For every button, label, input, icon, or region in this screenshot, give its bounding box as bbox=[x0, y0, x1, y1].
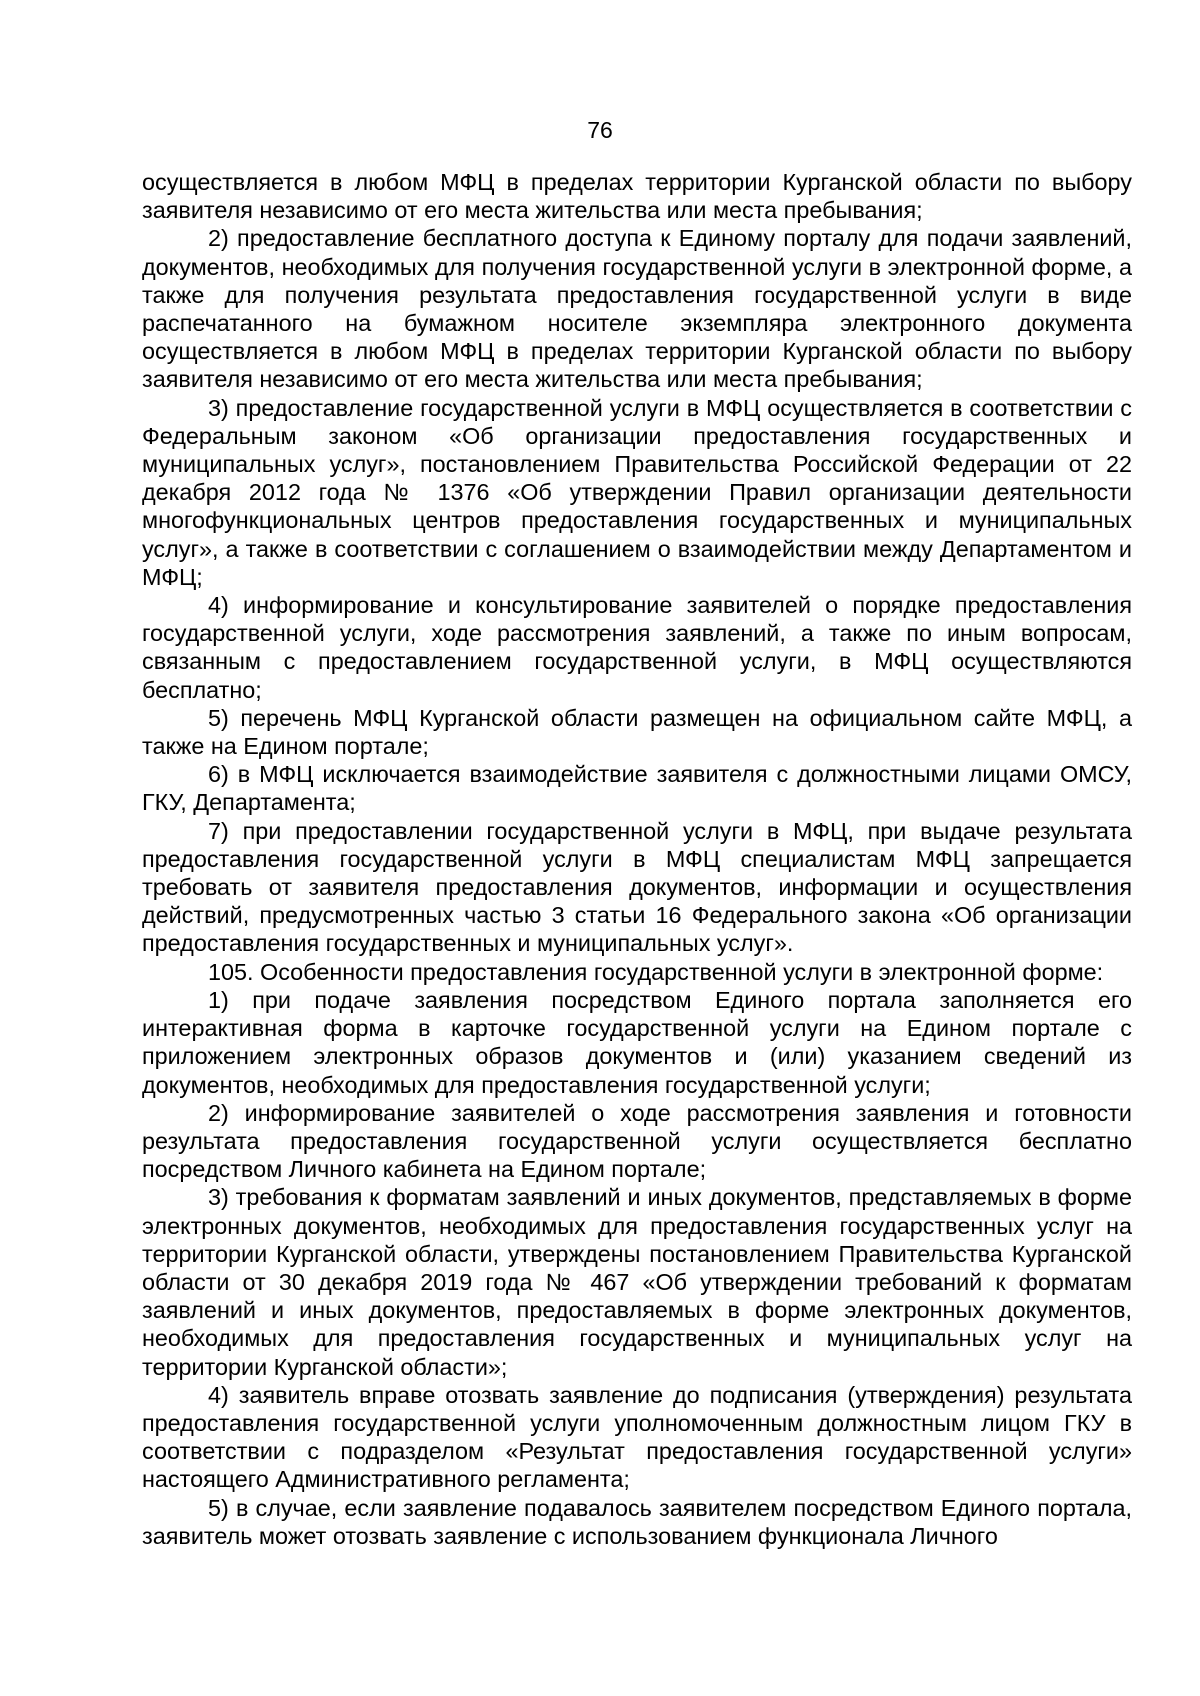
paragraph-105-item-5: 5) в случае, если заявление подавалось заявителем посредством Единого портала, заявитель может отозвать заявление с использованием функционала Личного bbox=[142, 1494, 1132, 1549]
paragraph-item-4: 4) информирование и консультирование заявителей о порядке предоставления государственной услуги, ходе рассмотрения заявлений, а также по иным вопросам, связанным с предоставлением государственной услуги, в МФЦ осуществляются бесплатно; bbox=[142, 592, 1132, 703]
section-105-heading: 105. Особенности предоставления государственной услуги в электронной форме: bbox=[208, 958, 1104, 985]
paragraph-105-item-3: 3) требования к форматам заявлений и иных документов, представляемых в форме электронных документов, необходимых для предоставления государственных услуг на территории Курганской области, утверждены постановлением Правительства Курганской области от 30 декабря 2019 года № 467 «Об утверждении требований к форматам заявлений и иных документов, предоставляемых в форме электронных документов, необходимых для предоставления государственных и муниципальных услуг на территории Курганской области»; bbox=[142, 1184, 1132, 1380]
document-body bbox=[142, 168, 1132, 1550]
paragraph-105-item-1: 1) при подаче заявления посредством Единого портала заполняется его интерактивная форма в карточке государственной услуги на Едином портале с приложением электронных образов документов и (или) указанием сведений из документов, необходимых для предоставления государственной услуги; bbox=[142, 986, 1132, 1098]
paragraph-item-3: 3) предоставление государственной услуги в МФЦ осуществляется в соответствии с Федеральным законом «Об организации предоставления государственных и муниципальных услуг», постановлением Правительства Российской Федерации от 22 декабря 2012 года № 1376 «Об утверждении Правил организации деятельности многофункциональных центров предоставления государственных и муниципальных услуг», а также в соответствии с соглашением о взаимодействии между Департаментом и МФЦ; bbox=[142, 394, 1132, 590]
paragraph-105-item-4: 4) заявитель вправе отозвать заявление до подписания (утверждения) результата предоставления государственной услуги уполномоченным должностным лицом ГКУ в соответствии с подразделом «Результат предоставления государственной услуги» настоящего Административного регламента; bbox=[142, 1381, 1132, 1493]
paragraph-item-5: 5) перечень МФЦ Курганской области размещен на официальном сайте МФЦ, а также на Едином портале; bbox=[142, 704, 1132, 760]
paragraph-item-6: 6) в МФЦ исключается взаимодействие заявителя с должностными лицами ОМСУ, ГКУ, Департамента; bbox=[142, 761, 1132, 816]
paragraph-continuation: осуществляется в любом МФЦ в пределах территории Курганской области по выбору заявителя независимо от его места жительства или места пребывания; bbox=[142, 169, 1132, 224]
paragraph-item-7: 7) при предоставлении государственной услуги в МФЦ, при выдаче результата предоставления государственной услуги в МФЦ специалистам МФЦ запрещается требовать от заявителя предоставления документов, информации и осуществления действий, предусмотренных частью 3 статьи 16 Федерального закона «Об организации предоставления государственных и муниципальных услуг». bbox=[142, 817, 1132, 957]
paragraph-105-item-2: 2) информирование заявителей о ходе рассмотрения заявления и готовности результата предоставления государственной услуги осуществляется бесплатно посредством Личного кабинета на Едином портале; bbox=[142, 1099, 1132, 1183]
paragraph-item-2: 2) предоставление бесплатного доступа к Единому порталу для подачи заявлений, документов, необходимых для получения государственной услуги в электронной форме, а также для получения результата предоставления государственной услуги в виде распечатанного на бумажном носителе экземпляра электронного документа осуществляется в любом МФЦ в пределах территории Курганской области по выбору заявителя независимо от его места жительства или места пребывания; bbox=[142, 225, 1132, 393]
page-number: 76 bbox=[587, 117, 613, 143]
